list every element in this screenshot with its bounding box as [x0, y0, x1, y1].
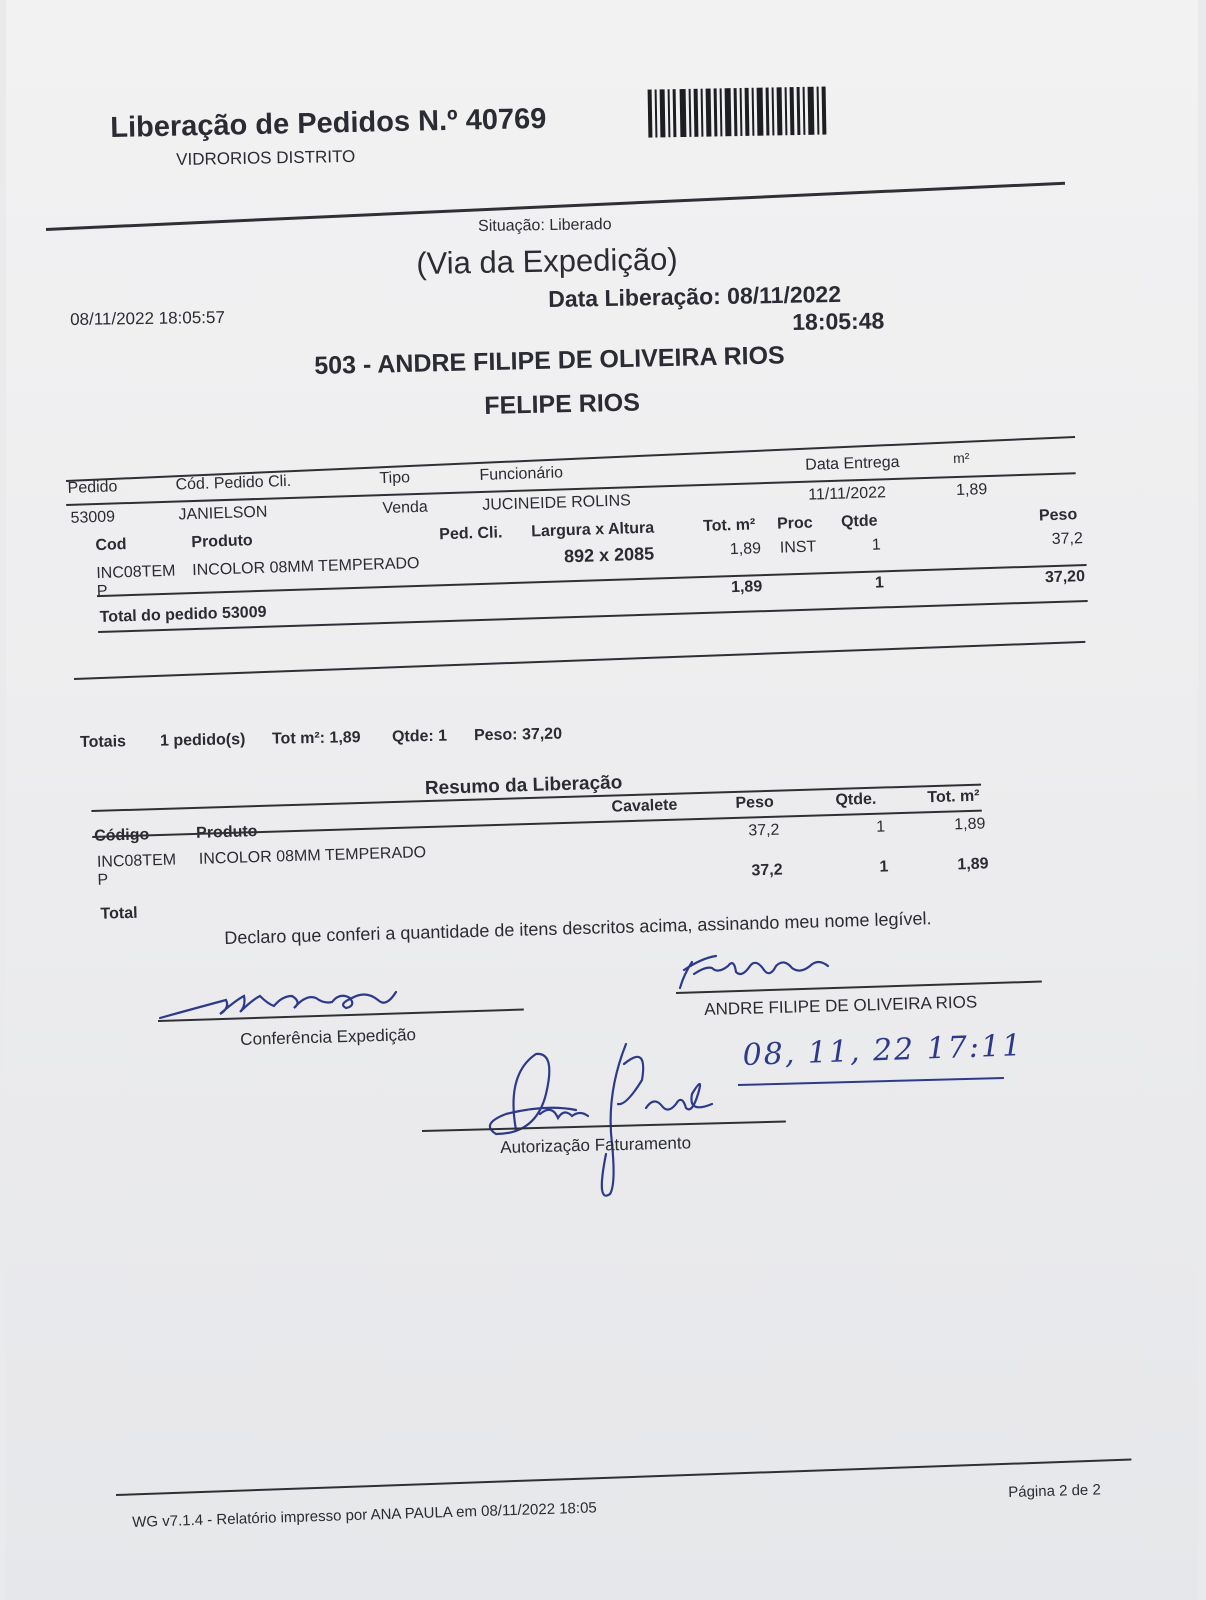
- printed-at: 08/11/2022 18:05:57: [70, 307, 225, 329]
- order-total-m2: 1,89: [730, 578, 763, 597]
- document-title: Liberação de Pedidos N.º 40769: [110, 102, 547, 144]
- summary-total-label: Total: [100, 904, 138, 923]
- label-autorizacao-faturamento: Autorização Faturamento: [500, 1133, 692, 1157]
- label-conferencia-expedicao: Conferência Expedição: [240, 1025, 417, 1049]
- summary-codigo-line2: P: [97, 871, 109, 889]
- summary-total-tot-m2: 1,89: [957, 855, 989, 874]
- col-funcionario: Funcionário: [479, 464, 564, 484]
- summary-col-qtde: Qtde.: [835, 790, 877, 809]
- signature-client: [672, 944, 842, 994]
- summary-title: Resumo da Liberação: [424, 772, 623, 800]
- summary-qtde: 1: [876, 818, 886, 836]
- summary-peso: 37,2: [748, 821, 780, 840]
- item-proc: INST: [779, 538, 817, 557]
- copy-label: (Via da Expedição): [416, 241, 678, 281]
- totals-peso: Peso: 37,20: [473, 725, 563, 745]
- release-date: Data Liberação: 08/11/2022: [548, 280, 842, 312]
- company-name: VIDRORIOS DISTRITO: [176, 146, 356, 169]
- order-total-peso: 37,20: [1044, 568, 1086, 587]
- item-cod-line1: INC08TEM: [96, 562, 176, 583]
- totals-tot-m2: Tot m²: 1,89: [271, 729, 361, 748]
- item-tot-m2: 1,89: [729, 540, 762, 559]
- summary-col-tot-m2: Tot. m²: [927, 787, 980, 807]
- summary-tot-m2: 1,89: [953, 815, 986, 834]
- col-qtde: Qtde: [840, 512, 878, 531]
- order-total-qtde: 1: [874, 574, 885, 592]
- handwritten-date-underline: [738, 1077, 1004, 1085]
- col-cod: Cod: [95, 536, 127, 555]
- order-funcionario: JUCINEIDE ROLINS: [482, 492, 632, 514]
- col-proc: Proc: [776, 514, 813, 533]
- client-signature-name: ANDRE FILIPE DE OLIVEIRA RIOS: [704, 992, 978, 1019]
- declaration-text: Declaro que conferi a quantidade de itens descritos acima, assinando meu nome legível.: [224, 908, 932, 948]
- totals-label: Totais: [79, 733, 127, 752]
- col-dimensoes: Largura x Altura: [530, 519, 655, 541]
- signature-autorizacao: [476, 1034, 726, 1194]
- client-line: 503 - ANDRE FILIPE DE OLIVEIRA RIOS: [314, 341, 785, 380]
- status-text: Situação: Liberado: [478, 216, 612, 235]
- col-tipo: Tipo: [379, 469, 411, 488]
- order-data-entrega: 11/11/2022: [807, 484, 887, 504]
- col-produto: Produto: [191, 532, 253, 552]
- footer-page-number: Página 2 de 2: [1008, 1481, 1102, 1501]
- summary-col-peso: Peso: [735, 793, 774, 812]
- order-pedido: 53009: [70, 508, 116, 527]
- col-m2: m²: [952, 449, 970, 467]
- summary-col-codigo: Código: [93, 826, 150, 845]
- totals-qtde: Qtde: 1: [391, 727, 448, 746]
- summary-total-peso: 37,2: [751, 861, 783, 880]
- col-cod-pedido-cli: Cód. Pedido Cli.: [175, 472, 292, 494]
- document-page: [6, 0, 1198, 1600]
- order-total-label: Total do pedido 53009: [99, 603, 267, 626]
- order-tipo: Venda: [382, 498, 429, 518]
- item-cod-line2: P: [96, 582, 108, 601]
- col-pedido: Pedido: [67, 478, 118, 497]
- col-tot-m2: Tot. m²: [702, 516, 756, 535]
- release-time: 18:05:48: [792, 307, 885, 335]
- summary-total-qtde: 1: [879, 858, 889, 876]
- item-dimensoes: 892 x 2085: [563, 543, 655, 567]
- summary-produto: INCOLOR 08MM TEMPERADO: [198, 844, 427, 868]
- handwritten-date: 08, 11, 22 17:11: [742, 1028, 1024, 1073]
- footer-line: [116, 1459, 1131, 1496]
- order-cod-pedido-cli: JANIELSON: [178, 503, 268, 524]
- summary-codigo-line1: INC08TEM: [96, 851, 177, 871]
- footer-printed-by: WG v7.1.4 - Relatório impresso por ANA PAULA em 08/11/2022 18:05: [132, 1499, 597, 1531]
- col-data-entrega: Data Entrega: [805, 453, 900, 474]
- item-qtde: 1: [871, 536, 881, 554]
- col-ped-cli: Ped. Cli.: [439, 524, 503, 544]
- summary-col-cavalete: Cavalete: [611, 796, 678, 816]
- client-short-name: FELIPE RIOS: [484, 388, 641, 420]
- order-m2: 1,89: [955, 481, 988, 500]
- item-peso: 37,2: [1051, 530, 1084, 549]
- col-peso: Peso: [1038, 506, 1078, 525]
- item-produto: INCOLOR 08MM TEMPERADO: [192, 554, 420, 580]
- totals-pedidos: 1 pedido(s): [159, 731, 246, 750]
- signature-expedicao: [156, 978, 416, 1028]
